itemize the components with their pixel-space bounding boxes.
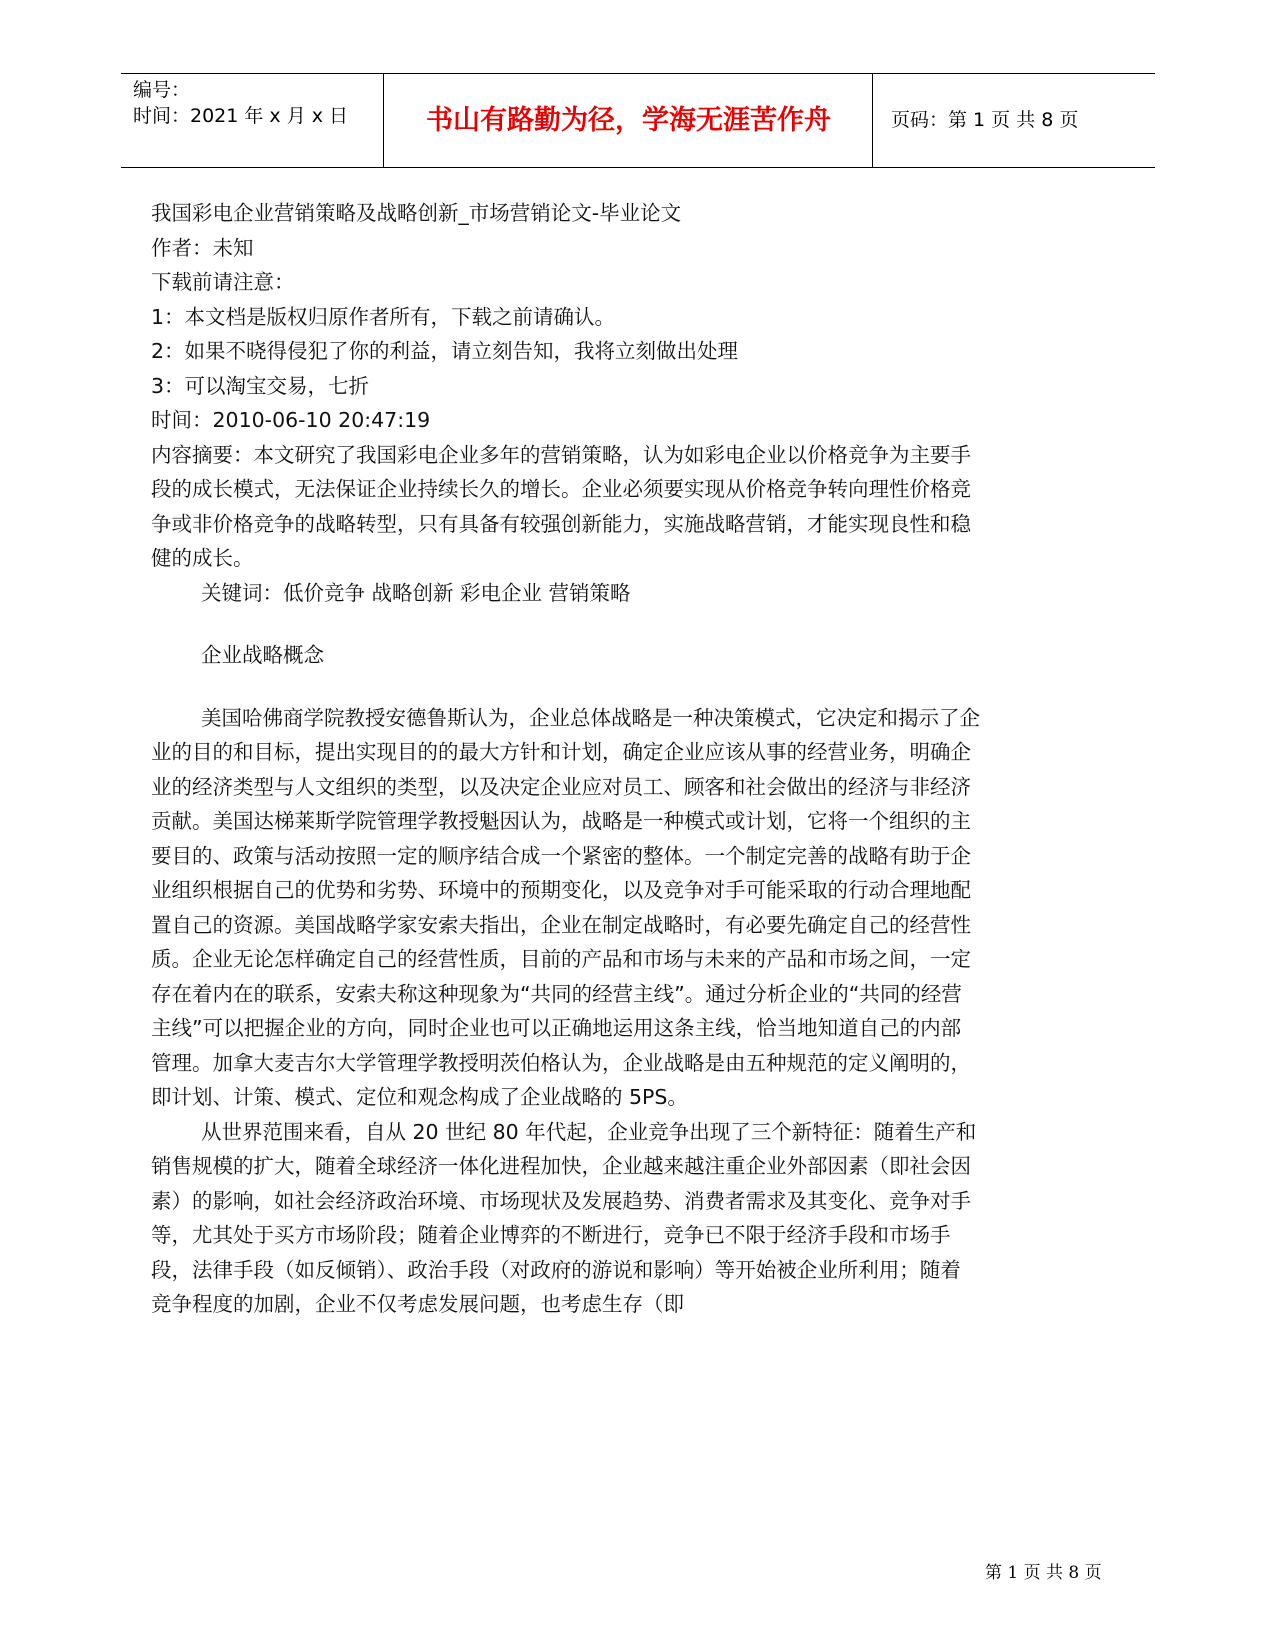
abstract-paragraph: 内容摘要：本文研究了我国彩电企业多年的营销策略，认为如彩电企业以价格竞争为主要手段的成长模式，无法保证企业持续长久的增长。企业必须要实现从价格竞争转向理性价格竞争或非价格竞争的战略转型，只有具备有较强创新能力，实施战略营销，才能实现良性和稳健的成长。 [151, 442, 971, 570]
page-footer: 第 1 页 共 8 页 [985, 1563, 1102, 1583]
header-motto: 书山有路勤为径，学海无涯苦作舟 [385, 74, 873, 167]
header-page-info: 页码：第 1 页 共 8 页 [891, 109, 1079, 131]
number-label: 编号： [133, 79, 191, 101]
time-line: 时间：2010-06-10 20:47:19 [151, 408, 431, 432]
date-line: 时间：2021 年 x 月 x 日 [133, 105, 349, 127]
notice-item-3: 3：可以淘宝交易，七折 [151, 373, 370, 398]
notice-item-1: 1：本文档是版权归原作者所有，下载之前请确认。 [151, 304, 616, 329]
spacer [151, 673, 981, 701]
author-line: 作者：未知 [151, 235, 254, 260]
document-title: 我国彩电企业营销策略及战略创新_市场营销论文-毕业论文 [151, 201, 682, 225]
document-header [121, 73, 1155, 168]
notice-item-2: 2：如果不晓得侵犯了你的利益，请立刻告知，我将立刻做出处理 [151, 339, 739, 363]
section-heading: 企业战略概念 [201, 643, 324, 667]
notice-heading: 下载前请注意： [151, 270, 295, 294]
body-paragraph: 从世界范围来看，自从 20 世纪 80 年代起，企业竞争出现了三个新特征：随着生产和销售规模的扩大，随着全球经济一体化进程加快，企业越来越注重企业外部因素（即社会因素）的影响，如社会经济政治环境、市场现状及发展趋势、消费者需求及其变化、竞争对手等，尤其处于买方市场阶段；随着企业博弈的不断进行，竞争已不限于经济手段和市场手段，法律手段（如反倾销）、政治手段（对政府的游说和影响）等开始被企业所利用；随着竞争程度的加剧，企业不仅考虑发展问题，也考虑生存（即 [151, 1119, 977, 1316]
document-body [151, 196, 981, 1322]
spacer [151, 610, 981, 638]
header-meta-cell [121, 74, 384, 167]
keywords-line: 关键词：低价竞争 战略创新 彩电企业 营销策略 [201, 580, 631, 605]
body-paragraph: 美国哈佛商学院教授安德鲁斯认为，企业总体战略是一种决策模式，它决定和揭示了企业的目的和目标，提出实现目的的最大方针和计划，确定企业应该从事的经营业务，明确企业的经济类型与人文组织的类型，以及决定企业应对员工、顾客和社会做出的经济与非经济贡献。美国达梯莱斯学院管理学教授魁因认为，战略是一种模式或计划，它将一个组织的主要目的、政策与活动按照一定的顺序结合成一个紧密的整体。一个制定完善的战略有助于企业组织根据自己的优势和劣势、环境中的预期变化，以及竞争对手可能采取的行动合理地配置自己的资源。美国战略学家安索夫指出，企业在制定战略时，有必要先确定自己的经营性质。企业无论怎样确定自己的经营性质，目前的产品和市场与未来的产品和市场之间，一定存在着内在的联系，安索夫称这种现象为“共同的经营主线”。通过分析企业的“共同的经营主线”可以把握企业的方向，同时企业也可以正确地运用这条主线，恰当地知道自己的内部管理。加拿大麦吉尔大学管理学教授明茨伯格认为，企业战略是由五种规范的定义阐明的，即计划、计策、模式、定位和观念构成了企业战略的 5PS。 [151, 705, 980, 1109]
